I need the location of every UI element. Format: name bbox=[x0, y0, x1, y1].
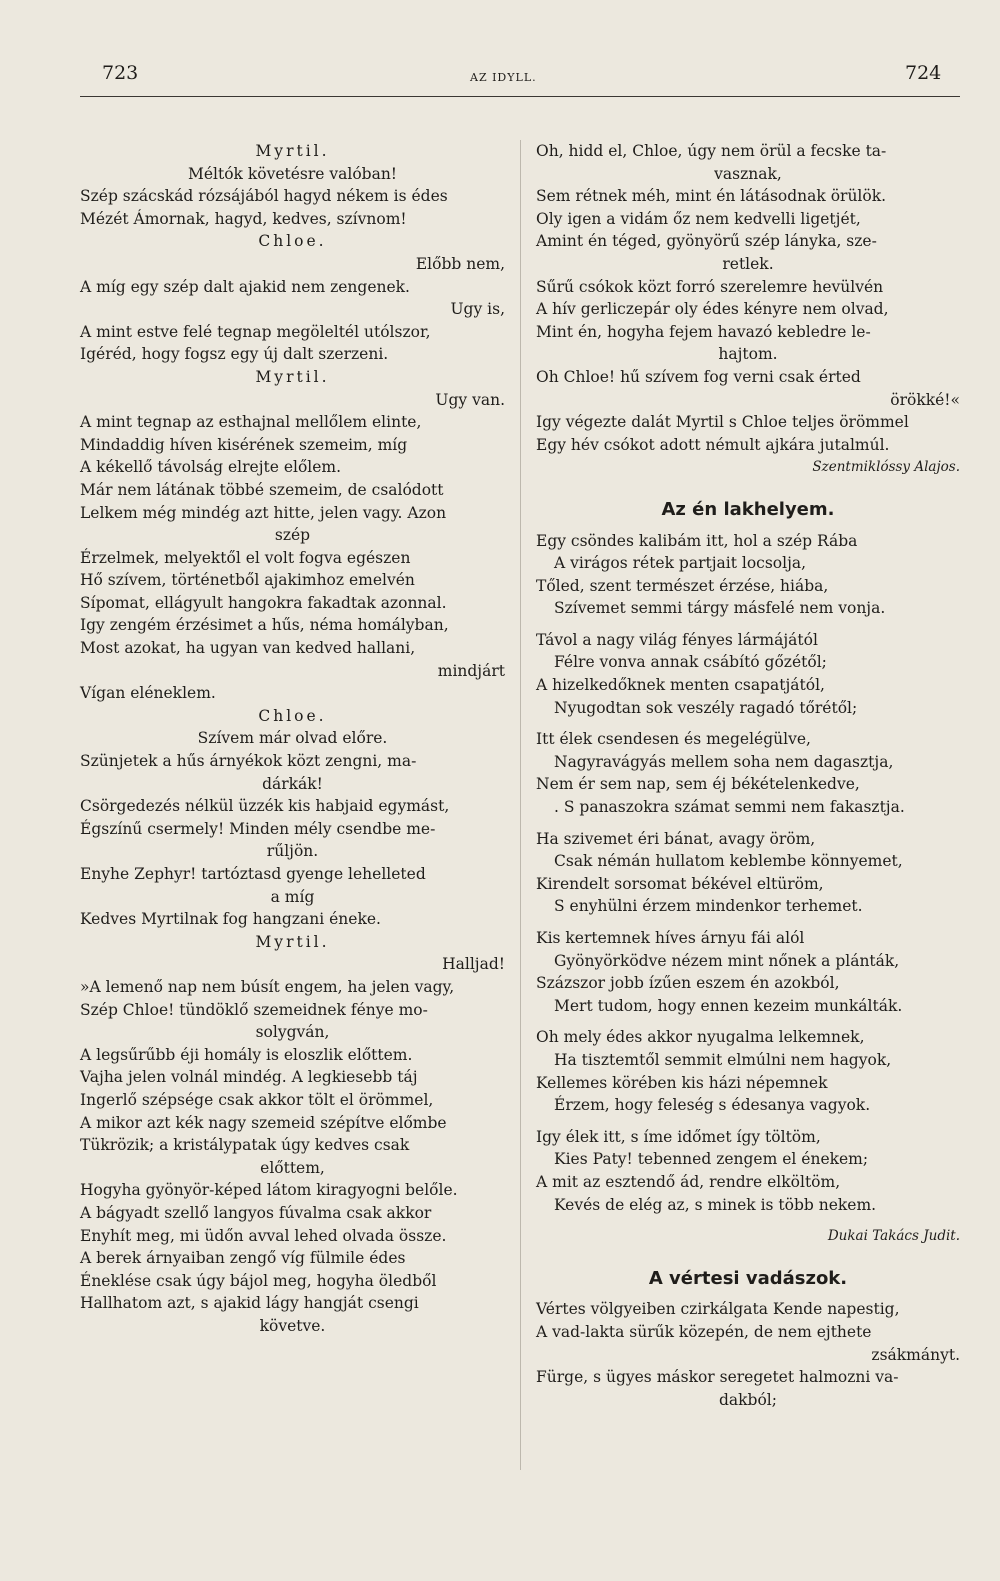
stanza bbox=[536, 728, 960, 818]
stanza-line: Nyugodtan sok veszély ragadó tőrétől; bbox=[554, 698, 858, 717]
header-rule bbox=[80, 96, 960, 97]
poem3_lines-line: dakból; bbox=[719, 1390, 777, 1409]
left_column-line: A míg egy szép dalt ajakid nem zengenek. bbox=[80, 277, 410, 296]
left_column-line: A mint tegnap az esthajnal mellőlem elinte, bbox=[80, 413, 422, 432]
poem-lakhelyem bbox=[536, 530, 960, 1217]
right_column-line: hajtom. bbox=[718, 345, 778, 364]
right_column-line: Oh Chloe! hű szívem fog verni csak érted bbox=[536, 367, 861, 386]
left_column-line: Mézét Ámornak, hagyd, kedves, szívnom! bbox=[80, 209, 407, 228]
left_column-line: Hallhatom azt, s ajakid lágy hangját csengi bbox=[80, 1294, 419, 1313]
left_column-line: Már nem látának többé szemeim, de csalódott bbox=[80, 480, 444, 499]
left_column-line: Igy zengém érzésimet a hűs, néma homályban, bbox=[80, 616, 449, 635]
left_column-line: Ugy is, bbox=[450, 300, 505, 319]
idyll-continuation bbox=[536, 140, 960, 456]
stanza-line: . S panaszokra számat semmi nem fakasztja. bbox=[554, 798, 905, 817]
left_column-line: Hő szívem, történetből ajakimhoz emelvén bbox=[80, 571, 415, 590]
right_column-line: Mint én, hogyha fejem havazó kebledre le- bbox=[536, 322, 871, 341]
stanza-line: Félre vonva annak csábító gőzétől; bbox=[554, 653, 827, 672]
left_column-line: Tükrözik; a kristálypatak úgy kedves csak bbox=[80, 1136, 410, 1155]
stanza-line: A hizelkedőknek menten csapatjától, bbox=[536, 676, 825, 695]
left_column-line: követve. bbox=[259, 1316, 326, 1335]
left_column-line: előttem, bbox=[260, 1158, 325, 1177]
left_column-line: Ugy van. bbox=[435, 390, 505, 409]
stanza bbox=[536, 1026, 960, 1116]
stanza-line: Kevés de elég az, s minek is több nekem. bbox=[554, 1195, 877, 1214]
signature-szentmiklossy: Szentmiklóssy Alajos. bbox=[812, 459, 960, 476]
stanza-line: Kirendelt sorsomat békével eltüröm, bbox=[536, 874, 824, 893]
left_column-line: Myrtil. bbox=[255, 142, 330, 160]
right_column-line: retlek. bbox=[722, 254, 774, 273]
poem3_lines-line: Fürge, s ügyes máskor seregetet halmozni va- bbox=[536, 1368, 899, 1387]
right-page-number: 724 bbox=[905, 62, 942, 84]
left_column-line: Halljad! bbox=[442, 955, 505, 974]
stanza-line: Kis kertemnek híves árnyu fái alól bbox=[536, 929, 805, 947]
right_column-line: Egy hév csókot adott némult ajkára jutalmúl. bbox=[536, 435, 890, 454]
right_column-line: Igy végezte dalát Myrtil s Chloe teljes örömmel bbox=[536, 413, 909, 432]
poem3_lines-line: Vértes völgyeiben czirkálgata Kende napestig, bbox=[536, 1300, 900, 1319]
right-column bbox=[536, 140, 960, 1411]
left_column-line: dárkák! bbox=[262, 774, 323, 793]
left_column-line: »A lemenő nap nem búsít engem, ha jelen vagy, bbox=[80, 977, 455, 996]
left_column-line: rűljön. bbox=[266, 842, 319, 861]
left_column-line: Szép szácskád rózsájából hagyd nékem is édes bbox=[80, 187, 448, 206]
poem3_lines-line: zsákmányt. bbox=[871, 1345, 960, 1364]
left_column-line: A legsűrűbb éji homály is eloszlik előttem. bbox=[80, 1045, 413, 1064]
stanza-line: Ha tisztemtől semmit elmúlni nem hagyok, bbox=[554, 1050, 892, 1069]
stanza bbox=[536, 927, 960, 1017]
left_column-line: Mindaddig híven kisérének szemeim, míg bbox=[80, 435, 408, 454]
stanza bbox=[536, 828, 960, 918]
left_column-line: Kedves Myrtilnak fog hangzani éneke. bbox=[80, 910, 381, 929]
stanza-line: Gyönyörködve nézem mint nőnek a plánták, bbox=[554, 951, 900, 970]
stanza-line: Nagyravágyás mellem soha nem dagasztja, bbox=[554, 752, 894, 771]
left_column-line: a míg bbox=[270, 887, 315, 906]
stanza bbox=[536, 530, 960, 620]
left_column-line: Szívem már olvad előre. bbox=[197, 729, 388, 748]
left_column-line: A bágyadt szellő langyos fúvalma csak akkor bbox=[80, 1203, 432, 1222]
stanza-line: Szívemet semmi tárgy másfelé nem vonja. bbox=[554, 599, 886, 618]
stanza-line: Mert tudom, hogy ennen kezeim munkálták. bbox=[554, 996, 903, 1015]
left-column bbox=[80, 140, 505, 1337]
left_column-line: Enyhe Zephyr! tartóztasd gyenge lehelleted bbox=[80, 865, 426, 883]
stanza-line: Távol a nagy világ fényes lármájától bbox=[536, 630, 818, 649]
poem-title-lakhelyem: Az én lakhelyem. bbox=[661, 498, 835, 520]
stanza-line: Csak némán hullatom keblembe könnyemet, bbox=[554, 852, 903, 871]
left_column-line: solygván, bbox=[255, 1023, 330, 1042]
stanza-line: Itt élek csendesen és megelégülve, bbox=[536, 730, 811, 749]
stanza-line: Nem ér sem nap, sem éj békételenkedve, bbox=[536, 775, 860, 794]
left_column-line: Csörgedezés nélkül üzzék kis habjaid egymást, bbox=[80, 797, 450, 816]
right_column-line: Sem rétnek méh, mint én látásodnak örülök. bbox=[536, 187, 887, 206]
stanza-line: Egy csöndes kalibám itt, hol a szép Rába bbox=[536, 531, 858, 550]
left_column-line: Enyhít meg, mi üdőn avval lehed olvada össze. bbox=[80, 1226, 447, 1245]
right_column-line: vasznak, bbox=[714, 164, 782, 183]
right_column-line: Oly igen a vidám őz nem kedvelli ligetjét, bbox=[536, 209, 861, 228]
left_column-line: Méltók követésre valóban! bbox=[187, 164, 398, 183]
stanza-line: A virágos rétek partjait locsolja, bbox=[554, 554, 807, 573]
left_column-line: szép bbox=[274, 526, 311, 545]
left_column-line: Égszínű csermely! Minden mély csendbe me- bbox=[80, 819, 436, 838]
column-divider bbox=[520, 140, 521, 1470]
left_column-line: Most azokat, ha ugyan van kedved hallani, bbox=[80, 639, 416, 658]
left-page-number: 723 bbox=[102, 62, 139, 84]
left_column-line: Ingerlő szépsége csak akkor tölt el örömmel, bbox=[80, 1090, 434, 1109]
right_column-line: Amint én téged, gyönyörű szép lányka, sze- bbox=[536, 232, 877, 251]
left_column-line: Szünjetek a hűs árnyékok közt zengni, ma- bbox=[80, 752, 417, 771]
stanza-line: Százszor jobb ízűen eszem én azokból, bbox=[536, 974, 840, 993]
left_column-line: Sípomat, ellágyult hangokra fakadtak azonnal. bbox=[80, 593, 447, 612]
left_column-line: A berek árnyaiban zengő víg fülmile édes bbox=[80, 1249, 406, 1268]
poem-title-vertesi: A vértesi vadászok. bbox=[648, 1267, 848, 1289]
left_column-line: Myrtil. bbox=[255, 932, 330, 951]
left_column-line: Myrtil. bbox=[255, 367, 330, 386]
left_column-line: Igéréd, hogy fogsz egy új dalt szerzeni. bbox=[80, 345, 389, 364]
stanza-line: Kies Paty! tebenned zengem el énekem; bbox=[554, 1150, 869, 1169]
stanza-line: Kellemes körében kis házi népemnek bbox=[536, 1073, 828, 1092]
left_column-line: Chloe. bbox=[258, 706, 327, 725]
left_column-line: A kékellő távolság elrejte előlem. bbox=[80, 458, 342, 477]
stanza-line: S enyhülni érzem mindenkor terhemet. bbox=[554, 897, 863, 916]
left_column-line: Vajha jelen volnál mindég. A legkiesebb táj bbox=[80, 1068, 418, 1087]
signature-dukai-takacs: Dukai Takács Judit. bbox=[827, 1228, 960, 1245]
stanza-line: Oh mely édes akkor nyugalma lelkemnek, bbox=[536, 1028, 865, 1047]
left_column-line: Éneklése csak úgy bájol meg, hogyha öledből bbox=[80, 1271, 437, 1290]
stanza-line: A mit az esztendő ád, rendre elköltöm, bbox=[536, 1172, 841, 1191]
left_column-line: Chloe. bbox=[258, 232, 327, 251]
left_column-line: mindjárt bbox=[437, 661, 505, 680]
right_column-line: Oh, hidd el, Chloe, úgy nem örül a fecske ta- bbox=[536, 142, 887, 160]
right_column-line: örökké!« bbox=[890, 390, 960, 409]
left_column-line: A mint estve felé tegnap megöleltél utólszor, bbox=[80, 322, 431, 341]
left_column-line: Előbb nem, bbox=[415, 254, 505, 273]
right_column-line: A hív gerliczepár oly édes kényre nem olvad, bbox=[536, 300, 889, 319]
stanza-line: Igy élek itt, s íme időmet így töltöm, bbox=[536, 1127, 821, 1146]
stanza-line: Érzem, hogy feleség s édesanya vagyok. bbox=[554, 1096, 871, 1115]
left_column-line: Érzelmek, melyektől el volt fogva egészen bbox=[80, 548, 411, 567]
stanza bbox=[536, 1126, 960, 1216]
stanza-line: Ha szivemet éri bánat, avagy öröm, bbox=[536, 829, 816, 848]
stanza-line: Tőled, szent természet érzése, hiába, bbox=[536, 576, 829, 595]
left_column-line: A mikor azt kék nagy szemeid szépítve előmbe bbox=[80, 1113, 447, 1132]
poem-vertesi-vadaszok bbox=[536, 1298, 960, 1411]
right_column-line: Sűrű csókok közt forró szerelemre hevülvén bbox=[536, 277, 884, 296]
left_column-line: Szép Chloe! tündöklő szemeidnek fénye mo- bbox=[80, 1000, 428, 1019]
running-title: AZ IDYLL. bbox=[470, 71, 537, 84]
left_column-line: Lelkem még mindég azt hitte, jelen vagy. Azon bbox=[80, 503, 447, 522]
stanza bbox=[536, 629, 960, 719]
left_column-line: Hogyha gyönyör-képed látom kiragyogni belőle. bbox=[80, 1181, 458, 1200]
left_column-line: Vígan eléneklem. bbox=[80, 684, 216, 703]
poem3_lines-line: A vad-lakta sürűk közepén, de nem ejthete bbox=[536, 1322, 872, 1341]
